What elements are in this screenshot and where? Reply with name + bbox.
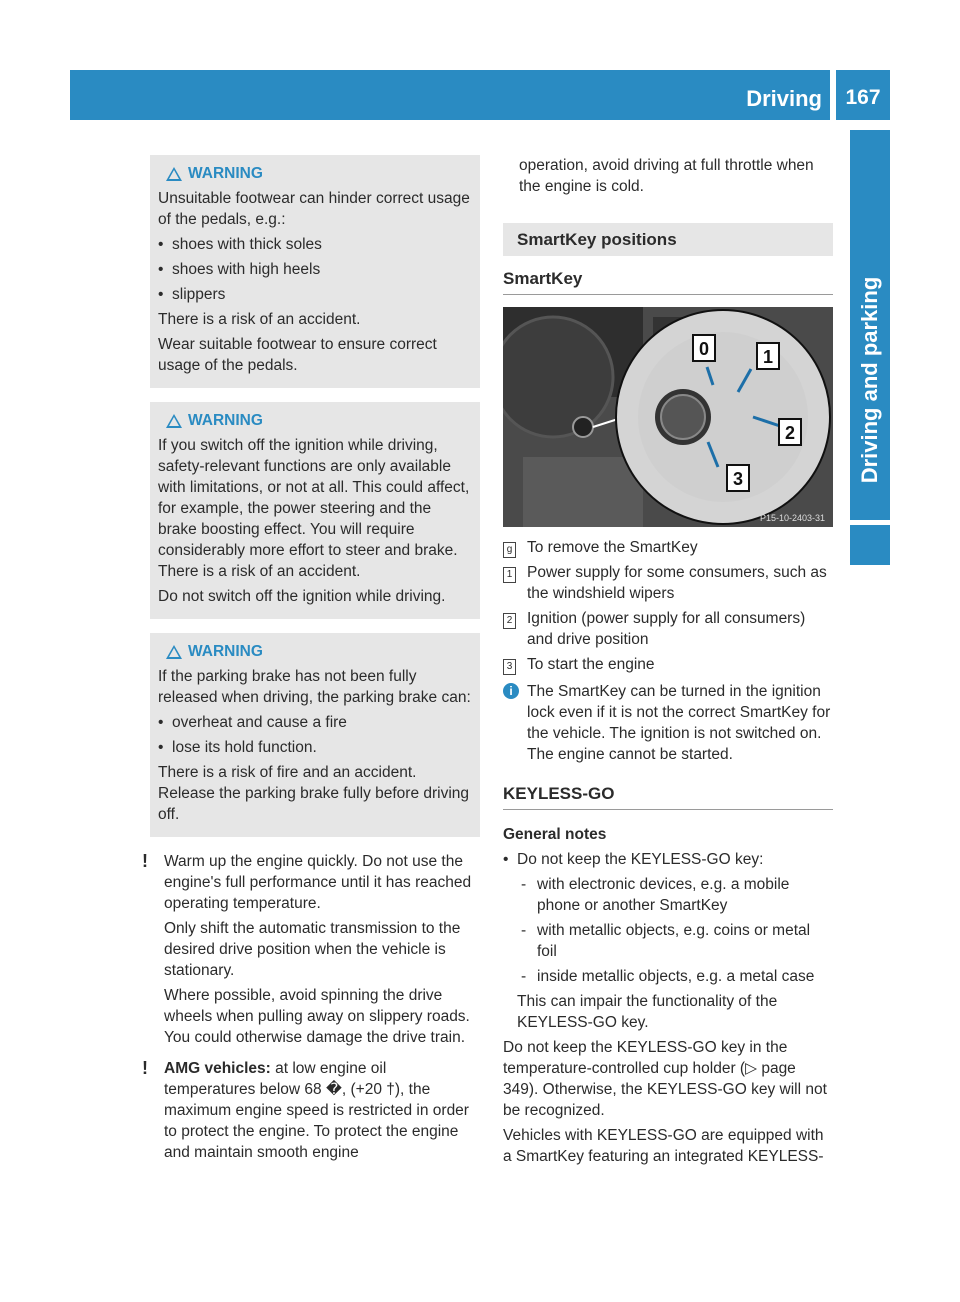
header-title: Driving [746, 86, 822, 111]
list-item: - with electronic devices, e.g. a mobile phone or another SmartKey [521, 874, 833, 916]
list-item: - with metallic objects, e.g. coins or metal foil [521, 920, 833, 962]
warning-box-ignition [150, 402, 480, 619]
ignition-lock-photo [503, 307, 833, 527]
warning-title-text: WARNING [188, 643, 263, 660]
note-amg [142, 1058, 480, 1167]
warning-box-footwear [150, 155, 480, 388]
note-text: Warm up the engine quickly. Do not use the engine's full performance until it has reached operating temperature. [164, 853, 472, 912]
warning-title-text: WARNING [188, 412, 263, 429]
warning-text: There is a risk of an accident. [158, 311, 361, 328]
warning-title [166, 163, 474, 184]
list-item [503, 654, 833, 675]
bullet-text: slippers [172, 286, 226, 303]
position-number: g [503, 542, 516, 558]
warning-intro: Unsuitable footwear can hinder correct usage of the pedals, e.g.: [158, 190, 470, 228]
impair-text: This can impair the functionality of the KEYLESS-GO key. [517, 993, 778, 1031]
list-item: • shoes with thick soles [158, 236, 322, 253]
side-tab-label: Driving and parking [857, 276, 882, 484]
position-text: To start the engine [527, 656, 655, 673]
list-item: • lose its hold function. [158, 739, 317, 756]
position-text: Ignition (power supply for all consumers) and drive position [527, 610, 806, 648]
keyless-text: Vehicles with KEYLESS-GO are equipped with a SmartKey featuring an integrated KEYLESS- [503, 1127, 824, 1165]
position-text: To remove the SmartKey [527, 539, 698, 556]
position-label-2: 2 [784, 423, 796, 443]
warning-title-text: WARNING [188, 165, 263, 182]
dash-text: with metallic objects, e.g. coins or metal foil [537, 922, 811, 960]
left-column [142, 155, 480, 1171]
dash-text: with electronic devices, e.g. a mobile phone or another SmartKey [537, 876, 790, 914]
warning-text: Do not switch off the ignition while driving. [158, 588, 446, 605]
bullet-text: shoes with high heels [172, 261, 321, 278]
info-note [503, 681, 833, 765]
position-text: Power supply for some consumers, such as the windshield wipers [527, 564, 827, 602]
header-bar [70, 70, 832, 120]
note-text: Only shift the automatic transmission to the desired drive position when the vehicle is stationary. [164, 920, 461, 979]
list-item: • Do not keep the KEYLESS-GO key: [503, 851, 764, 868]
side-tab-marker [850, 525, 890, 565]
list-item [503, 537, 833, 558]
warning-triangle-icon [166, 414, 182, 428]
warning-triangle-icon [166, 167, 182, 181]
warning-text: There is a risk of fire and an accident. Release the parking brake fully before driving off. [158, 764, 470, 823]
section-title: SmartKey positions [503, 223, 833, 256]
warning-triangle-icon [166, 645, 182, 659]
note-bold-label: AMG vehicles: [164, 1060, 271, 1077]
note-text: Where possible, avoid spinning the drive wheels when pulling away on slippery roads. You could otherwise damage the drive train. [164, 987, 470, 1046]
list-item: • shoes with high heels [158, 261, 321, 278]
continued-text: operation, avoid driving at full throttle when the engine is cold. [519, 157, 814, 195]
photo-code: P15-10-2403-31 [759, 513, 825, 523]
bullet-text: shoes with thick soles [172, 236, 322, 253]
warning-intro: If the parking brake has not been fully released when driving, the parking brake can: [158, 668, 471, 706]
position-number: 3 [503, 659, 516, 675]
list-item [503, 608, 833, 650]
page-number: 167 [845, 86, 881, 109]
bullet-text: overheat and cause a fire [172, 714, 347, 731]
position-number: 1 [503, 567, 516, 583]
note-text: at low engine oil temperatures below 68 �, (+20 †), the maximum engine speed is restricted in order to protect the engine. To protect the engine and maintain smooth engine [164, 1060, 469, 1161]
list-item [503, 562, 833, 604]
position-number: 2 [503, 613, 516, 629]
list-item: • overheat and cause a fire [158, 714, 347, 731]
note-warm-up [142, 851, 480, 1052]
list-item: • slippers [158, 286, 226, 303]
position-label-3: 3 [732, 469, 744, 489]
warning-title [166, 641, 474, 662]
bullet-text: Do not keep the KEYLESS-GO key: [517, 851, 764, 868]
general-notes-heading: General notes [503, 826, 607, 843]
warning-box-parking-brake [150, 633, 480, 837]
right-column [503, 155, 833, 1171]
position-label-1: 1 [762, 347, 774, 367]
ignition-diagram [503, 307, 833, 527]
subheading-smartkey: SmartKey [503, 268, 833, 295]
exclamation-icon: ! [142, 1058, 148, 1078]
warning-text: Wear suitable footwear to ensure correct usage of the pedals. [158, 336, 437, 374]
warning-text: If you switch off the ignition while driving, safety-relevant functions are only available with limitations, or not at all. This could affect, for example, the power steering and the brake boosting effect. You will require considerably more effort to steer and brake. There is a risk of an accident. [158, 437, 470, 580]
warning-title [166, 410, 474, 431]
bullet-text: lose its hold function. [172, 739, 317, 756]
cupholder-text: Do not keep the KEYLESS-GO key in the temperature-controlled cup holder (▷ page 349). Otherwise, the KEYLESS-GO key will not be recognized. [503, 1039, 827, 1119]
subheading-keyless-go: KEYLESS-GO [503, 783, 833, 810]
dash-text: inside metallic objects, e.g. a metal case [537, 968, 815, 985]
position-label-0: 0 [698, 339, 710, 359]
exclamation-icon: ! [142, 851, 148, 871]
info-text: The SmartKey can be turned in the ignition lock even if it is not the correct SmartKey for the vehicle. The ignition is not switched on. The engine cannot be started. [527, 683, 831, 763]
info-icon: i [503, 683, 519, 699]
list-item: - inside metallic objects, e.g. a metal case [521, 968, 815, 985]
